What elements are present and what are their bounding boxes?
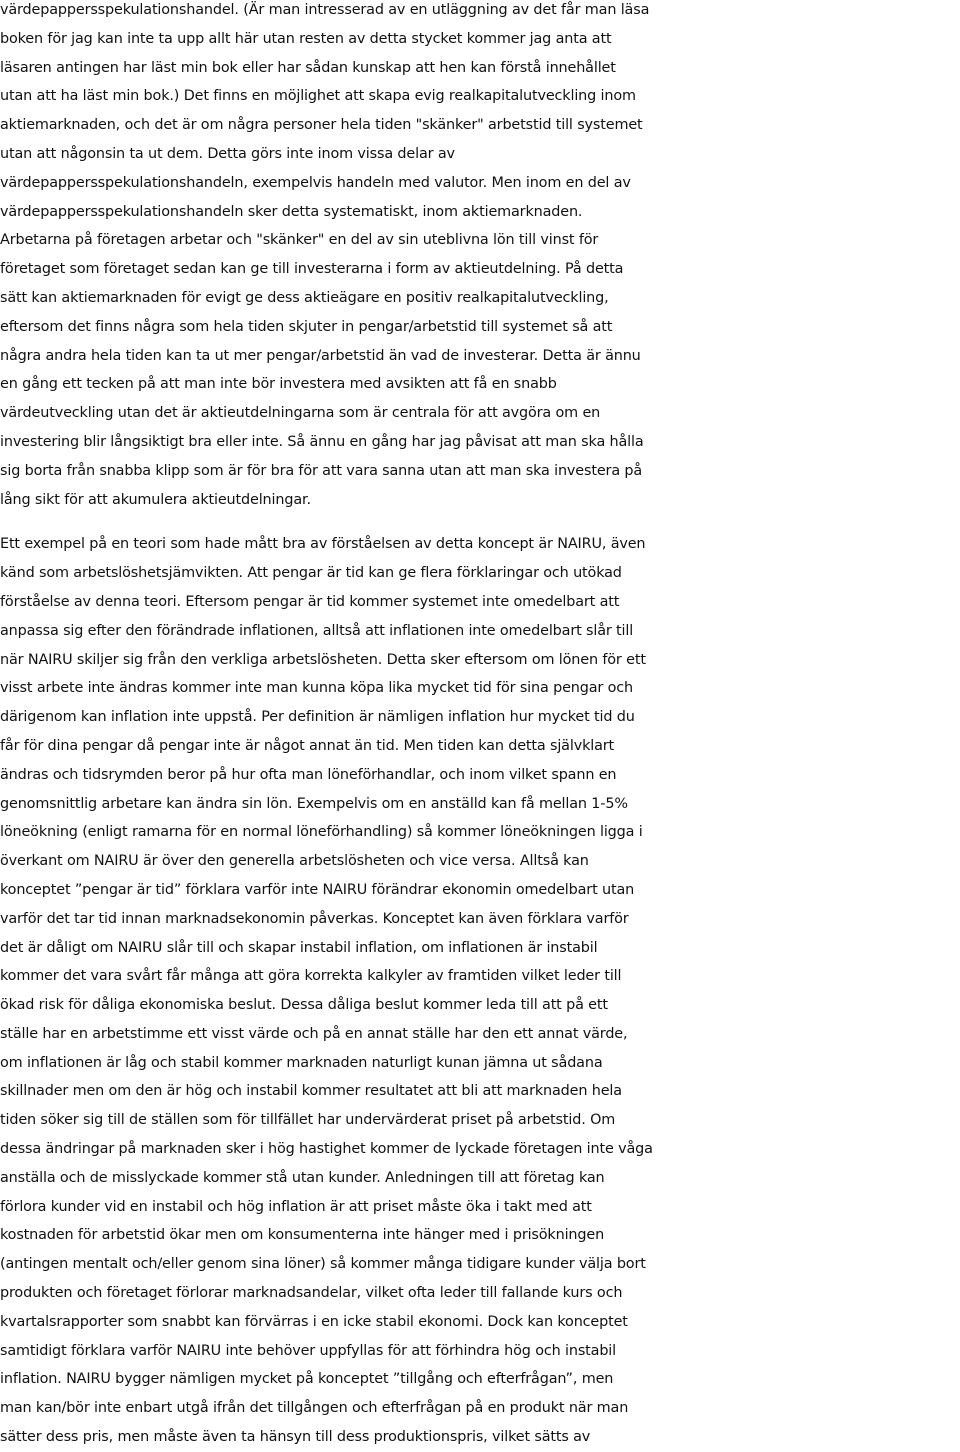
text-line: företaget som företaget sedan kan ge till investerarna i form av aktieutdelning. På detta xyxy=(0,261,624,278)
text-line: värdepappersspekulationshandel. (Är man intresserad av en utläggning av det får man läsa xyxy=(0,2,650,18)
text-line: genomsnittlig arbetare kan ändra sin lön. Exempelvis om en anställd kan få mellan 1-5% xyxy=(0,795,628,812)
text-line: får för dina pengar då pengar inte är något annat än tid. Men tiden kan detta självklart xyxy=(0,737,615,754)
text-line: därigenom kan inflation inte uppstå. Per definition är nämligen inflation hur mycket tid du xyxy=(0,709,635,726)
text-line: löneökning (enligt ramarna för en normal löneförhandling) så kommer löneökningen ligga i xyxy=(0,824,643,841)
text-line: sätt kan aktiemarknaden för evigt ge dess aktieägare en positiv realkapitalutveckling, xyxy=(0,289,609,306)
paragraph-gap xyxy=(0,514,960,530)
text-line: överkant om NAIRU är över den generella arbetslösheten och vice versa. Alltså kan xyxy=(0,853,589,870)
text-line: Ett exempel på en teori som hade mått bra av förståelsen av detta koncept är NAIRU, även xyxy=(0,536,646,553)
text-line: boken för jag kan inte ta upp allt här utan resten av detta stycket kommer jag anta att xyxy=(0,30,612,47)
text-line: värdepappersspekulationshandeln sker detta systematiskt, inom aktiemarknaden. xyxy=(0,203,583,220)
text-line: eftersom det finns några som hela tiden skjuter in pengar/arbetstid till systemet så att xyxy=(0,318,613,335)
text-line: om inflationen är låg och stabil kommer marknaden naturligt kunan jämna ut sådana xyxy=(0,1054,603,1071)
text-line: ökad risk för dåliga ekonomiska beslut. Dessa dåliga beslut kommer leda till att på ett xyxy=(0,997,608,1014)
text-line: skillnader men om den är hög och instabil kommer resultatet att bli att marknaden hela xyxy=(0,1083,622,1100)
text-line: en gång ett tecken på att man inte bör investera med avsikten att få en snabb xyxy=(0,376,557,393)
text-line: anpassa sig efter den förändrade inflationen, alltså att inflationen inte omedelbart slår till xyxy=(0,622,634,639)
text-line: när NAIRU skiljer sig från den verkliga arbetslösheten. Detta sker eftersom om lönen för ett xyxy=(0,651,646,668)
paragraph-2 xyxy=(0,530,960,1452)
text-line: anställa och de misslyckade kommer stå utan kunder. Anledningen till att företag kan xyxy=(0,1169,605,1186)
text-line: dessa ändringar på marknaden sker i hög hastighet kommer de lyckade företagen inte våga xyxy=(0,1141,653,1158)
text-line: värdeutveckling utan det är aktieutdelningarna som är centrala för att avgöra om en xyxy=(0,405,601,422)
text-line: lång sikt för att akumulera aktieutdelningar. xyxy=(0,491,311,508)
text-line: det är dåligt om NAIRU slår till och skapar instabil inflation, om inflationen är instabil xyxy=(0,939,598,956)
text-line: läsaren antingen har läst min bok eller har sådan kunskap att hen kan förstå innehållet xyxy=(0,59,616,76)
paragraph-1 xyxy=(0,0,960,514)
text-line: utan att någonsin ta ut dem. Detta görs inte inom vissa delar av xyxy=(0,145,455,162)
text-line: Arbetarna på företagen arbetar och "skänker" en del av sin uteblivna lön till vinst för xyxy=(0,232,599,249)
text-line: aktiemarknaden, och det är om några personer hela tiden "skänker" arbetstid till systemet xyxy=(0,117,643,134)
text-line: kvartalsrapporter som snabbt kan förvärras i en icke stabil ekonomi. Dock kan konceptet xyxy=(0,1313,628,1330)
text-line: några andra hela tiden kan ta ut mer pengar/arbetstid än vad de investerar. Detta är ännu xyxy=(0,347,641,364)
text-line: visst arbete inte ändras kommer inte man kunna köpa lika mycket tid för sina pengar och xyxy=(0,680,633,697)
text-line: känd som arbetslöshetsjämvikten. Att pengar är tid kan ge flera förklaringar och utökad xyxy=(0,565,622,582)
text-line: varför det tar tid innan marknadsekonomin påverkas. Konceptet kan även förklara varför xyxy=(0,910,629,927)
text-line: man kan/bör inte enbart utgå ifrån det tillgången och efterfrågan på en produkt när man xyxy=(0,1400,629,1417)
text-line: samtidigt förklara varför NAIRU inte behöver uppfyllas för att förhindra hög och instabil xyxy=(0,1342,617,1359)
text-line: (antingen mentalt och/eller genom sina löner) så kommer många tidigare kunder välja bort xyxy=(0,1256,646,1273)
text-line: kommer det vara svårt får många att göra korrekta kalkyler av framtiden vilket leder till xyxy=(0,968,622,985)
text-line: konceptet ”pengar är tid” förklara varför inte NAIRU förändrar ekonomin omedelbart utan xyxy=(0,881,635,898)
text-line: ändras och tidsrymden beror på hur ofta man löneförhandlar, och inom vilket spann en xyxy=(0,766,617,783)
text-line: förståelse av denna teori. Eftersom pengar är tid kommer systemet inte omedelbart att xyxy=(0,593,620,610)
text-line: sätter dess pris, men måste även ta hänsyn till dess produktionspris, vilket sätts av xyxy=(0,1429,591,1446)
text-line: sig borta från snabba klipp som är för bra för att vara sanna utan att man ska investera på xyxy=(0,462,643,479)
text-line: ställe har en arbetstimme ett visst värde och på en annat ställe har den ett annat värde, xyxy=(0,1025,628,1042)
text-line: produkten och företaget förlorar marknadsandelar, vilket ofta leder till fallande kurs och xyxy=(0,1285,623,1302)
text-line: värdepappersspekulationshandeln, exempelvis handeln med valutor. Men inom en del av xyxy=(0,174,631,191)
text-line: kostnaden för arbetstid ökar men om konsumenterna inte hänger med i prisökningen xyxy=(0,1227,605,1244)
text-line: tiden söker sig till de ställen som för tillfället har undervärderat priset på arbetstid. Om xyxy=(0,1112,616,1129)
text-line: utan att ha läst min bok.) Det finns en möjlighet att skapa evig realkapitalutveckling inom xyxy=(0,88,636,105)
text-line: inflation. NAIRU bygger nämligen mycket på konceptet ”tillgång och efterfrågan”, men xyxy=(0,1371,614,1388)
text-line: förlora kunder vid en instabil och hög inflation är att priset måste öka i takt med att xyxy=(0,1198,592,1215)
text-line: investering blir långsiktigt bra eller inte. Så ännu en gång har jag påvisat att man ska hålla xyxy=(0,433,644,450)
